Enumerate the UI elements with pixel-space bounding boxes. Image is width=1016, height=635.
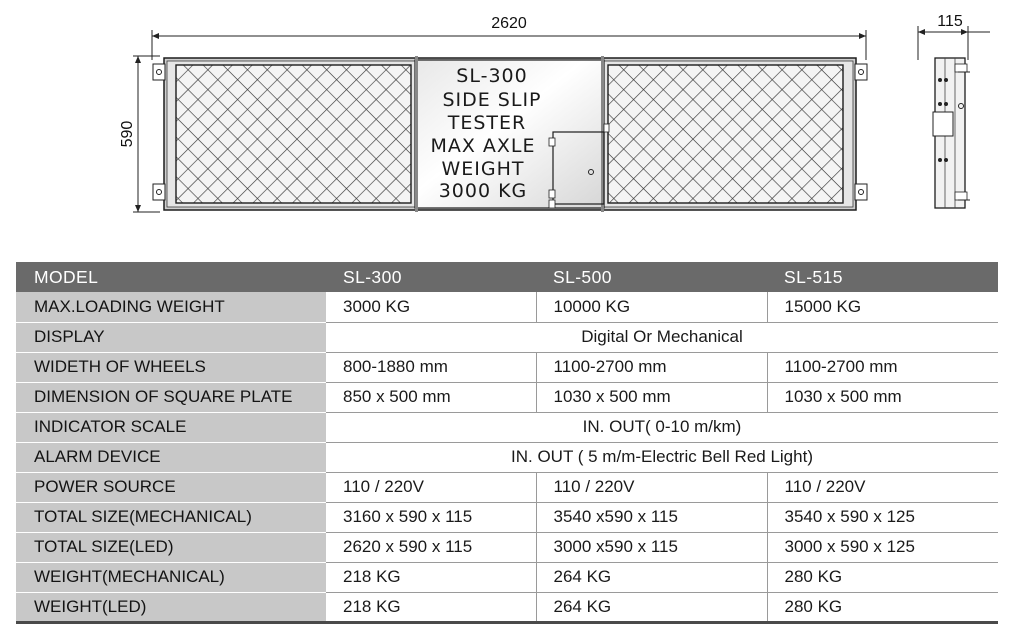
height-dim-label: 590 — [119, 120, 136, 148]
width-dim-label: 2620 — [491, 15, 527, 32]
sign-line-6: 3000 KG — [438, 180, 528, 202]
row-value: 110 / 220V — [536, 472, 767, 502]
table-row — [16, 442, 998, 472]
row-value: 1030 x 500 mm — [767, 382, 998, 412]
header-label: MODEL — [16, 262, 326, 292]
row-value: 1030 x 500 mm — [536, 382, 767, 412]
row-value: 264 KG — [536, 562, 767, 592]
row-value: 3000 x590 x 115 — [536, 532, 767, 562]
spec-table — [16, 262, 998, 624]
row-label: WIDETH OF WHEELS — [16, 352, 326, 382]
sign-line-4: MAX AXLE — [430, 135, 536, 157]
row-value: 15000 KG — [767, 292, 998, 322]
right-tread-plate — [608, 65, 843, 203]
center-sign-plate — [415, 56, 609, 212]
row-merged-value: IN. OUT ( 5 m/m-Electric Bell Red Light) — [326, 442, 998, 472]
side-dim-label: 115 — [937, 13, 963, 30]
side-view — [918, 13, 990, 208]
row-value: 218 KG — [326, 562, 536, 592]
table-row — [16, 592, 998, 622]
row-value: 3160 x 590 x 115 — [326, 502, 536, 532]
row-value: 800-1880 mm — [326, 352, 536, 382]
table-row — [16, 532, 998, 562]
table-row — [16, 412, 998, 442]
sign-line-1: SL-300 — [456, 65, 528, 87]
sign-line-3: TESTER — [447, 112, 527, 134]
width-dimension — [152, 15, 866, 60]
row-merged-value: Digital Or Mechanical — [326, 322, 998, 352]
row-label: DIMENSION OF SQUARE PLATE — [16, 382, 326, 412]
row-label: ALARM DEVICE — [16, 442, 326, 472]
table-row — [16, 472, 998, 502]
row-label: TOTAL SIZE(LED) — [16, 532, 326, 562]
row-value: 10000 KG — [536, 292, 767, 322]
row-value: 850 x 500 mm — [326, 382, 536, 412]
header-model: SL-500 — [536, 262, 767, 292]
row-value: 3540 x 590 x 125 — [767, 502, 998, 532]
row-value: 3540 x590 x 115 — [536, 502, 767, 532]
sign-line-5: WEIGHT — [441, 158, 525, 180]
header-model: SL-515 — [767, 262, 998, 292]
table-row — [16, 322, 998, 352]
row-label: POWER SOURCE — [16, 472, 326, 502]
row-value: 2620 x 590 x 115 — [326, 532, 536, 562]
row-label: INDICATOR SCALE — [16, 412, 326, 442]
row-label: DISPLAY — [16, 322, 326, 352]
row-value: 110 / 220V — [767, 472, 998, 502]
row-value: 264 KG — [536, 592, 767, 622]
row-value: 280 KG — [767, 592, 998, 622]
row-value: 1100-2700 mm — [536, 352, 767, 382]
table-row — [16, 352, 998, 382]
row-value: 110 / 220V — [326, 472, 536, 502]
row-merged-value: IN. OUT( 0-10 m/km) — [326, 412, 998, 442]
header-model: SL-300 — [326, 262, 536, 292]
row-label: MAX.LOADING WEIGHT — [16, 292, 326, 322]
table-row — [16, 382, 998, 412]
table-row — [16, 562, 998, 592]
row-label: WEIGHT(MECHANICAL) — [16, 562, 326, 592]
side-slip-tester-drawing — [0, 0, 1016, 240]
table-row — [16, 292, 998, 322]
sign-line-2: SIDE SLIP — [442, 89, 542, 111]
row-value: 1100-2700 mm — [767, 352, 998, 382]
row-value: 218 KG — [326, 592, 536, 622]
left-tread-plate — [176, 65, 411, 203]
row-label: WEIGHT(LED) — [16, 592, 326, 622]
table-row — [16, 502, 998, 532]
row-label: TOTAL SIZE(MECHANICAL) — [16, 502, 326, 532]
table-header-row — [16, 262, 998, 292]
row-value: 3000 KG — [326, 292, 536, 322]
row-value: 3000 x 590 x 125 — [767, 532, 998, 562]
row-value: 280 KG — [767, 562, 998, 592]
